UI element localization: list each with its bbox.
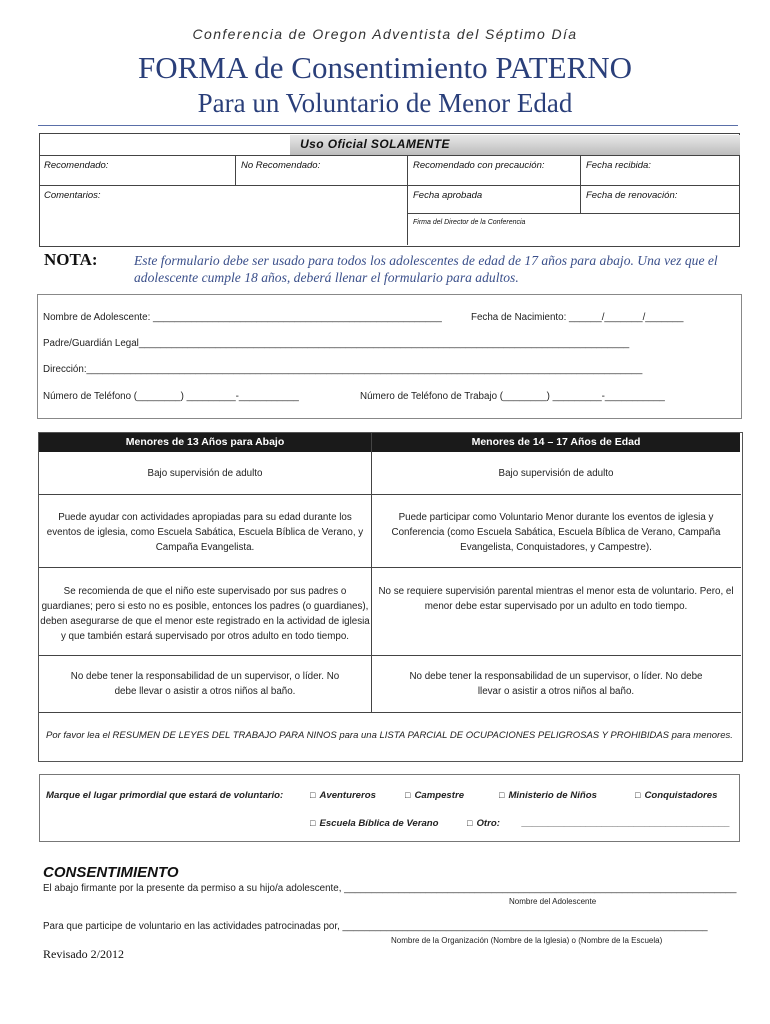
fecha-nacimiento-field[interactable]: Fecha de Nacimiento: ______/_______/_______ [471,312,684,323]
option-aventureros[interactable] [310,790,376,801]
option-label: Aventureros [319,790,376,801]
conference-name: Conferencia de Oregon Adventista del Séptimo Día [192,26,578,42]
checkbox-icon[interactable]: □ [310,818,316,828]
firma-director-label: Firma del Director de la Conferencia [413,219,526,226]
option-label: Ministerio de Niños [508,790,597,801]
telefono-field[interactable]: Número de Teléfono (________) _________-___________ [43,391,299,402]
checkbox-icon[interactable]: □ [310,790,316,800]
revision-date: Revisado 2/2012 [43,947,124,961]
fecha-aprobada-label: Fecha aprobada [413,190,483,201]
checkbox-icon[interactable]: □ [467,818,473,828]
checkbox-icon[interactable]: □ [499,790,505,800]
fecha-recibida-label: Fecha recibida: [586,160,651,171]
checkbox-icon[interactable]: □ [635,790,641,800]
option-otro[interactable] [467,818,500,829]
table-cell: No debe tener la responsabilidad de un supervisor, o líder. No debe llevar o asistir a otros niños al baño. [409,671,703,697]
option-label: Escuela Bíblica de Verano [319,818,439,829]
volunteer-place-box [39,774,740,842]
title-divider [38,125,738,126]
option-label: Campestre [414,790,465,801]
col-header-under-13: Menores de 13 Años para Abajo [39,433,371,452]
option-ministerio-ninos[interactable] [499,790,597,801]
no-recomendado-label: No Recomendado: [241,160,321,171]
option-label: Otro: [476,818,500,829]
table-cell: Puede participar como Voluntario Menor durante los eventos de iglesia y Conferencia (como Escuela Sabática, Escuela Bíblica de Verano, Campaña Evangelista, Conquistadores, y Campestre). [391,512,721,553]
table-cell: No debe tener la responsabilidad de un supervisor, o líder. No debe llevar o asistir a otros niños al baño. [70,671,340,697]
padre-guardian-field[interactable]: Padre/Guardián Legal__________________________________________________________________________________________ [43,338,630,349]
official-col-divider-1 [235,155,236,185]
form-subtitle: Para un Voluntario de Menor Edad [197,88,573,118]
option-conquistadores[interactable] [635,790,717,801]
option-escuela-biblica[interactable] [310,818,439,829]
precaucion-label: Recomendado con precaución: [413,160,545,171]
official-col-divider-3 [580,155,581,213]
official-use-heading: Uso Oficial SOLAMENTE [300,137,450,151]
table-cell: No se requiere supervisión parental mientras el menor esta de voluntario. Pero, el menor debe estar supervisado por un adulto en todo tiempo. [378,586,734,612]
table-row-divider [39,494,741,495]
consent-line-adolescent[interactable]: El abajo firmante por la presente da permiso a su hijo/a adolescente, ________________________________________________________________________ [43,883,737,894]
consent-heading: CONSENTIMIENTO [43,864,179,881]
form-title: FORMA de Consentimiento PATERNO [137,50,633,85]
checkbox-icon[interactable]: □ [405,790,411,800]
table-row-divider [39,567,741,568]
table-cell: Puede ayudar con actividades apropiadas para su edad durante los eventos de iglesia, como Escuela Sabática, Escuela Bíblica de Verano, y Campaña Evangelista. [46,512,364,553]
official-row-divider-2 [407,213,739,214]
col-header-14-17: Menores de 14 – 17 Años de Edad [372,433,740,452]
table-row-divider [39,712,741,713]
nota-text: Este formulario debe ser usado para todos los adolescentes de edad de 17 años para abajo. Una vez que el adolescente cumple 18 años, deberá llenar el formulario para adultos. [134,253,718,285]
recomendado-label: Recomendado: [44,160,109,171]
consent-line-organization[interactable]: Para que participe de voluntario en las actividades patrocinadas por, ___________________________________________________________________ [43,921,708,932]
comentarios-label: Comentarios: [44,190,101,201]
nombre-adolescente-field[interactable]: Nombre de Adolescente: _____________________________________________________ [43,312,442,323]
fecha-renovacion-label: Fecha de renovación: [586,190,678,201]
telefono-trabajo-field[interactable]: Número de Teléfono de Trabajo (________) _________-___________ [360,391,665,402]
nota-label: NOTA: [44,250,98,269]
official-use-divider [39,155,739,156]
table-row-divider [39,655,741,656]
direccion-field[interactable]: Dirección:______________________________________________________________________________________________________ [43,364,643,375]
option-label: Conquistadores [644,790,718,801]
official-col-divider-2 [407,155,408,245]
table-footer-note: Por favor lea el RESUMEN DE LEYES DEL TRABAJO PARA NINOS para una LISTA PARCIAL DE OCUPACIONES PELIGROSAS Y PROHIBIDAS para menores. [46,730,733,741]
organization-name-caption: Nombre de la Organización (Nombre de la Iglesia) o (Nombre de la Escuela) [391,936,663,945]
otro-input-line[interactable]: _______________________________________ [522,818,731,829]
table-cell: Bajo supervisión de adulto [147,468,263,479]
volunteer-place-label: Marque el lugar primordial que estará de voluntario: [46,790,284,801]
table-cell: Bajo supervisión de adulto [498,468,614,479]
adolescent-name-caption: Nombre del Adolescente [509,897,597,906]
option-campestre[interactable] [405,790,464,801]
table-cell: Se recomienda de que el niño este supervisado por sus padres o guardianes; pero si esto no es posible, entonces los padres (o guardianes), deben asegurarse de que el menor este registrado en la actividad de iglesia y que también estará supervisado por otros adulto en todo tiempo. [40,586,370,642]
official-row-divider [39,185,739,186]
